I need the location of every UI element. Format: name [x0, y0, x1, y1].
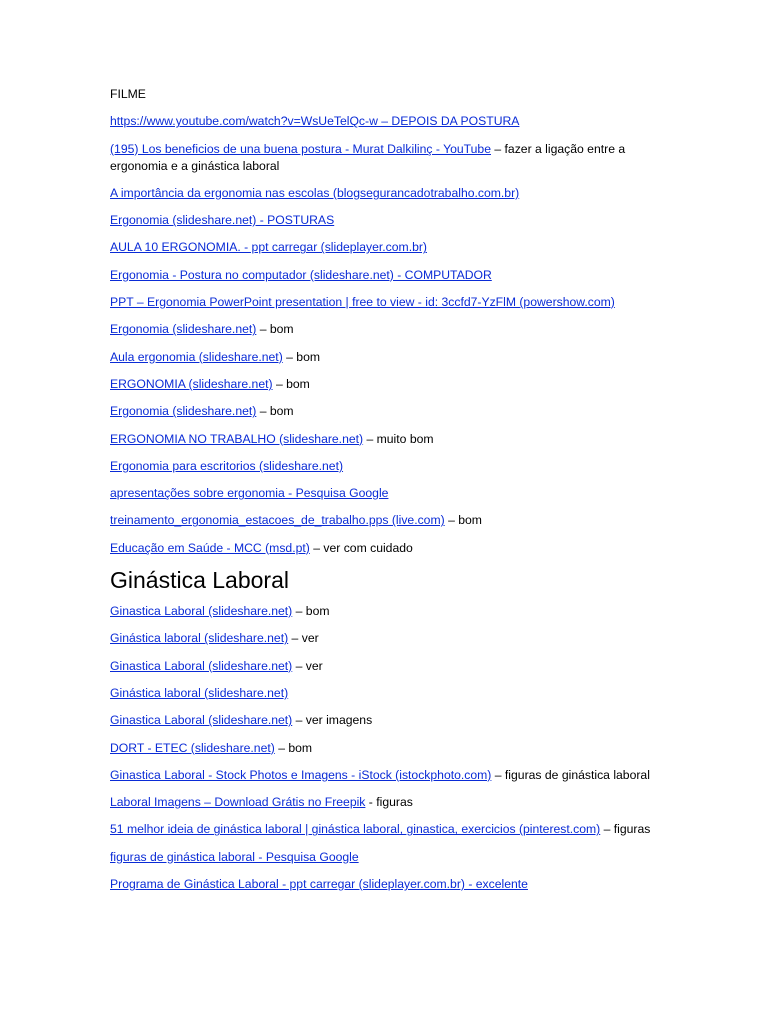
list-item: Aula ergonomia (slideshare.net) – bom	[110, 349, 321, 364]
list-item	[110, 485, 670, 502]
link-ergonomia-escolas[interactable]: A importância da ergonomia nas escolas (blogsegurancadotrabalho.com.br)	[110, 185, 520, 200]
link-ginastica-3[interactable]: Ginastica Laboral (slideshare.net)	[110, 658, 293, 673]
link-ergonomia-escritorios[interactable]: Ergonomia para escritorios (slideshare.net)	[110, 458, 344, 473]
link-youtube-beneficios-postura[interactable]: (195) Los beneficios de una buena postura - Murat Dalkilinç - YouTube	[110, 141, 491, 156]
link-pesquisa-google-ergonomia[interactable]: apresentações sobre ergonomia - Pesquisa Google	[110, 486, 389, 501]
list-item: Laboral Imagens – Download Grátis no Freepik - figuras	[110, 795, 413, 810]
list-item: Ginastica Laboral (slideshare.net) – ver imagens	[110, 713, 373, 728]
list-item	[110, 876, 670, 893]
link-aula-ergonomia[interactable]: Aula ergonomia (slideshare.net)	[110, 349, 283, 364]
list-item: 51 melhor ideia de ginástica laboral | ginástica laboral, ginastica, exercicios (pinterest.com) – figuras	[110, 822, 651, 837]
list-item: ERGONOMIA NO TRABALHO (slideshare.net) – muito bom	[110, 431, 434, 446]
link-ergonomia-computador[interactable]: Ergonomia - Postura no computador (slideshare.net) - COMPUTADOR	[110, 267, 492, 282]
link-ginastica-4[interactable]: Ginástica laboral (slideshare.net)	[110, 685, 289, 700]
list-item	[110, 239, 670, 256]
list-item: Ergonomia (slideshare.net) – bom	[110, 322, 294, 337]
link-treinamento-ergonomia[interactable]: treinamento_ergonomia_estacoes_de_trabalho.pps (live.com)	[110, 513, 445, 528]
link-ginastica-5[interactable]: Ginastica Laboral (slideshare.net)	[110, 713, 293, 728]
list-item	[110, 212, 670, 229]
list-item	[110, 849, 670, 866]
link-aula-10-ergonomia[interactable]: AULA 10 ERGONOMIA. - ppt carregar (slideplayer.com.br)	[110, 240, 427, 255]
document-page	[110, 86, 670, 903]
list-item: Ginastica Laboral (slideshare.net) – ver	[110, 658, 323, 673]
link-youtube-depois-postura[interactable]: https://www.youtube.com/watch?v=WsUeTelQc-w – DEPOIS DA POSTURA	[110, 114, 520, 129]
link-ergonomia-caps[interactable]: ERGONOMIA (slideshare.net)	[110, 376, 273, 391]
link-ginastica-1[interactable]: Ginastica Laboral (slideshare.net)	[110, 604, 293, 619]
link-ginastica-2[interactable]: Ginástica laboral (slideshare.net)	[110, 631, 289, 646]
section-heading-ginastica: Ginástica Laboral	[110, 567, 289, 594]
link-dort-etec[interactable]: DORT - ETEC (slideshare.net)	[110, 740, 275, 755]
list-item: Ginastica Laboral - Stock Photos e Imagens - iStock (istockphoto.com) – figuras de ginástica laboral	[110, 767, 650, 782]
link-educacao-saude[interactable]: Educação em Saúde - MCC (msd.pt)	[110, 540, 310, 555]
list-item	[110, 458, 670, 475]
list-item	[110, 685, 670, 702]
link-ergonomia-slideshare-1[interactable]: Ergonomia (slideshare.net)	[110, 322, 257, 337]
list-item: Ginastica Laboral (slideshare.net) – bom	[110, 604, 330, 619]
link-pesquisa-google-figuras[interactable]: figuras de ginástica laboral - Pesquisa Google	[110, 849, 359, 864]
list-item: (195) Los beneficios de una buena postura - Murat Dalkilinç - YouTube – fazer a ligação entre a ergonomia e a ginástica laboral	[110, 141, 626, 173]
list-item: Ginástica laboral (slideshare.net) – ver	[110, 631, 319, 646]
list-item: DORT - ETEC (slideshare.net) – bom	[110, 740, 313, 755]
link-ergonomia-slideshare-2[interactable]: Ergonomia (slideshare.net)	[110, 404, 257, 419]
link-istock-ginastica[interactable]: Ginastica Laboral - Stock Photos e Imagens - iStock (istockphoto.com)	[110, 767, 492, 782]
link-pinterest-ginastica[interactable]: 51 melhor ideia de ginástica laboral | ginástica laboral, ginastica, exercicios (pinterest.com)	[110, 822, 601, 837]
list-item	[110, 185, 670, 202]
list-item	[110, 294, 670, 311]
list-item	[110, 113, 670, 130]
filme-title: FILME	[110, 87, 146, 101]
list-item: ERGONOMIA (slideshare.net) – bom	[110, 376, 310, 391]
link-ergonomia-trabalho[interactable]: ERGONOMIA NO TRABALHO (slideshare.net)	[110, 431, 364, 446]
list-item: treinamento_ergonomia_estacoes_de_trabalho.pps (live.com) – bom	[110, 513, 482, 528]
list-item	[110, 267, 670, 284]
list-item: Ergonomia (slideshare.net) – bom	[110, 404, 294, 419]
link-freepik-laboral[interactable]: Laboral Imagens – Download Grátis no Freepik	[110, 795, 366, 810]
link-programa-ginastica[interactable]: Programa de Ginástica Laboral - ppt carregar (slideplayer.com.br) - excelente	[110, 877, 528, 892]
link-ergonomia-posturas[interactable]: Ergonomia (slideshare.net) - POSTURAS	[110, 213, 335, 228]
link-powershow-ergonomia[interactable]: PPT – Ergonomia PowerPoint presentation | free to view - id: 3ccfd7-YzFlM (powershow.com)	[110, 295, 615, 310]
list-item: Educação em Saúde - MCC (msd.pt) – ver com cuidado	[110, 540, 413, 555]
